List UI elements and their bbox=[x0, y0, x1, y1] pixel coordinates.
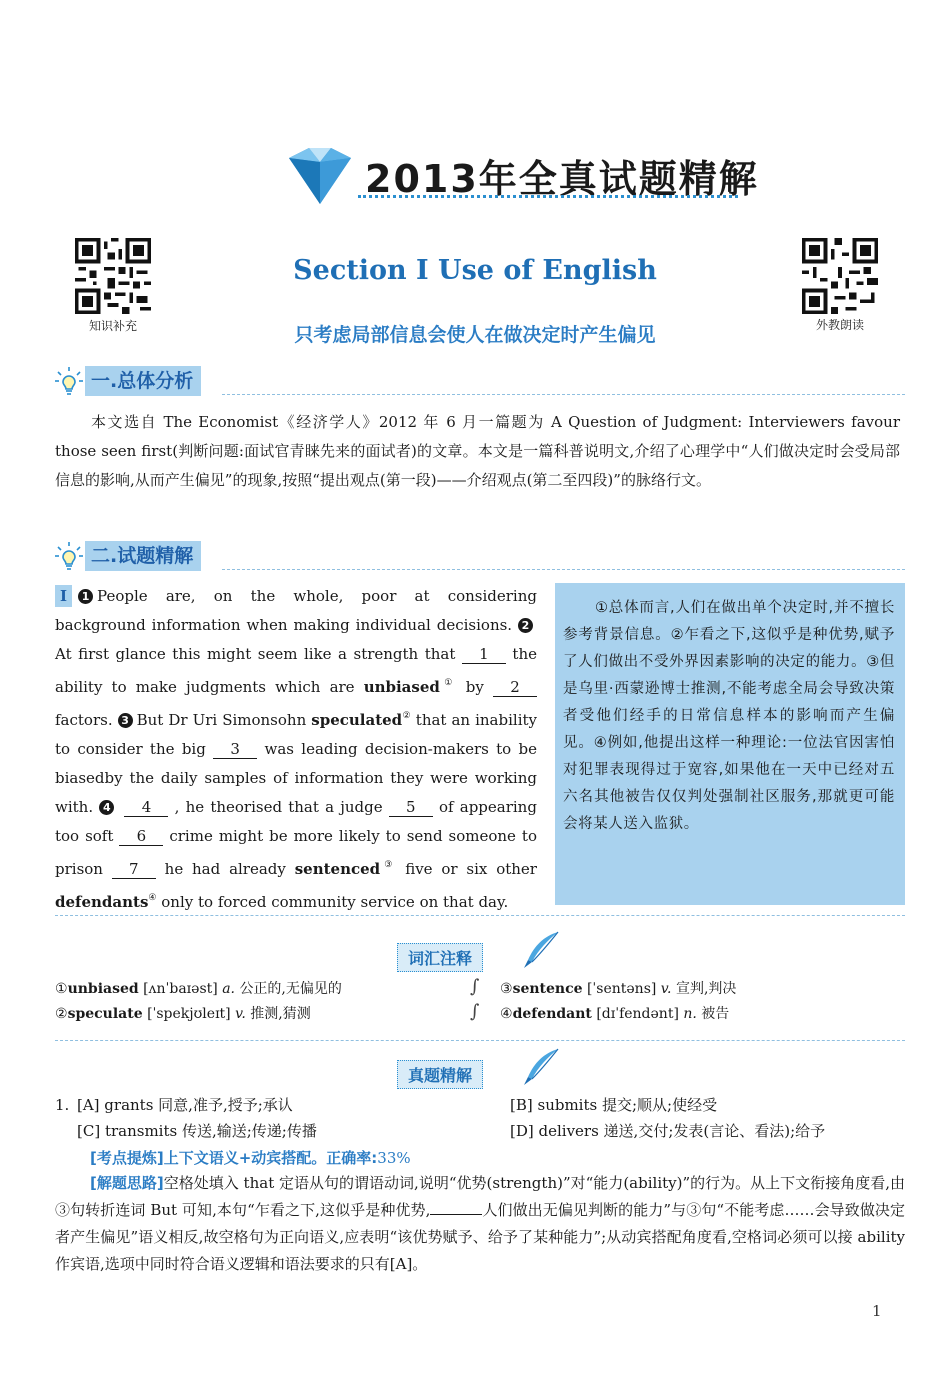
qr-code-knowledge[interactable] bbox=[75, 238, 151, 314]
translation-text: ①总体而言,人们在做出单个决定时,并不擅长参考背景信息。②乍看之下,这似乎是种优势,赋予了人们做出不受外界因素影响的决定的能力。③但是乌里·西蒙逊博士推测,不能考虑全局会导致决策者受他们经手的日常信息样本的影响而产生偏见。④例如,他提出这样一种理论:一位法官因害怕对犯罪表现得过于宽容,如果他在一天中已经对五六名其他被告仅仅判处强制社区服务,那就更可能会将某人送入监狱。 bbox=[563, 600, 895, 832]
sentence-text: crime might be more likely to send someone to prison bbox=[55, 827, 537, 878]
solution-text: 人们做出无偏见判断的能力”与③句“不能考虑……会导致做决定者产生偏见”语义相反,故空格句为正向语义,应表明“该优势赋予、给予了某种能力”;从动宾搭配角度看,空格词必须可以接 ability 作宾语,选项中同时符合语义逻辑和语法要求的只有[A]。 bbox=[55, 1201, 905, 1273]
answers-heading: 真题精解 bbox=[397, 1060, 483, 1089]
sentence-text: of appearing too soft bbox=[55, 798, 537, 845]
lightbulb-icon bbox=[55, 366, 83, 396]
blank-5[interactable]: 5 bbox=[389, 798, 433, 817]
column-divider-ornament: ∫ bbox=[470, 1001, 480, 1022]
sentence-text: five or six other bbox=[405, 860, 537, 878]
solution-paragraph bbox=[55, 1170, 905, 1278]
section-divider bbox=[222, 569, 905, 570]
section-heading-overview: 一.总体分析 bbox=[85, 366, 201, 396]
sentence-text: he had already bbox=[164, 860, 286, 878]
section-divider bbox=[222, 394, 905, 395]
sentence-text: that an inability to consider the big bbox=[55, 711, 537, 758]
sentence-text: factors. bbox=[55, 711, 113, 729]
option-b[interactable]: [B] submits 提交;顺从;使经受 bbox=[510, 1096, 718, 1114]
sentence-text: But Dr Uri Simonsohn bbox=[136, 711, 307, 729]
diamond-logo-icon bbox=[285, 148, 355, 204]
sentence-text: was leading decision-makers to be biasedby the daily samples of information they were working with. bbox=[55, 740, 537, 816]
sentence-number: 1 bbox=[78, 589, 93, 604]
quill-pen-icon bbox=[520, 1047, 560, 1087]
column-divider-ornament: ∫ bbox=[470, 976, 480, 997]
vocab-entry: ①unbiased [ʌnˈbaɪəst] a. 公正的,无偏见的 bbox=[55, 981, 342, 997]
title-underline bbox=[358, 195, 738, 198]
qr-code-reading[interactable] bbox=[802, 238, 878, 314]
vocab-entry: ②speculate [ˈspekjʊleɪt] v. 推测,猜测 bbox=[55, 1006, 311, 1022]
sentence-text: , he theorised that a judge bbox=[174, 798, 383, 816]
translation-box bbox=[555, 583, 905, 905]
quill-pen-icon bbox=[520, 930, 560, 970]
key-point-text: 上下文语义+动宾搭配。正确率: bbox=[163, 1149, 378, 1167]
vocab-word: speculated bbox=[311, 711, 403, 729]
vocab-heading: 词汇注释 bbox=[397, 943, 483, 972]
footnote-marker: ① bbox=[439, 678, 457, 688]
blank-4[interactable]: 4 bbox=[124, 798, 168, 817]
sentence-number: 4 bbox=[99, 800, 114, 815]
solution-text: 空格处填入 that 定语从句的谓语动词,说明“优势(strength)”对“能力(ability)”的行为。从上下文衔接角度看,由③句转折连词 But 可知,本句“乍看之下,这似乎是种优势, bbox=[55, 1174, 905, 1219]
sentence-text: the ability to make judgments which are bbox=[55, 645, 537, 696]
sentence-text: At first glance this might seem like a strength that bbox=[55, 645, 456, 663]
page-number: 1 bbox=[872, 1302, 882, 1320]
inline-blank bbox=[430, 1200, 482, 1215]
section-title: Section Ⅰ Use of English bbox=[293, 255, 657, 286]
vocab-word: unbiased bbox=[363, 678, 440, 696]
accuracy-rate: 33% bbox=[377, 1149, 411, 1167]
lightbulb-icon bbox=[55, 541, 83, 571]
dashed-separator bbox=[55, 1040, 905, 1041]
option-c[interactable]: [C] transmits 传送,输送;传递;传播 bbox=[77, 1122, 317, 1140]
footnote-marker: ② bbox=[402, 711, 411, 721]
section-heading-analysis: 二.试题精解 bbox=[85, 541, 201, 571]
footnote-marker: ③ bbox=[380, 860, 397, 870]
key-point-line bbox=[90, 1145, 411, 1171]
sentence-text: by bbox=[465, 678, 484, 696]
sentence-number: 2 bbox=[518, 618, 533, 633]
overview-paragraph: 本文选自 The Economist《经济学人》2012 年 6 月一篇题为 A Question of Judgment: Interviewers favour those seen first(判断问题:面试官青睐先来的面试者)的文章。本文是一篇科普说明文,介绍了心理学中“人们做决定时会受局部信息的影响,从而产生偏见”的现象,按照“提出观点(第一段)——介绍观点(第二至四段)”的脉络行文。 bbox=[55, 413, 900, 489]
solution-tag: [解题思路] bbox=[90, 1174, 164, 1192]
sentence-text: People are, on the whole, poor at considering background information when making individual decisions. bbox=[55, 587, 537, 634]
sentence-number: 3 bbox=[118, 713, 133, 728]
dashed-separator bbox=[55, 915, 905, 916]
blank-2[interactable]: 2 bbox=[493, 678, 537, 697]
qr-caption-knowledge: 知识补充 bbox=[88, 319, 137, 333]
option-a[interactable]: [A] grants 同意,准予,授予;承认 bbox=[77, 1096, 293, 1114]
question-number: 1. bbox=[55, 1096, 70, 1114]
paragraph-badge: Ⅰ bbox=[55, 585, 72, 607]
vocab-word: sentenced bbox=[294, 860, 381, 878]
blank-1[interactable]: 1 bbox=[462, 645, 506, 664]
vocab-entry: ③sentence [ˈsentəns] v. 宣判,判决 bbox=[500, 981, 737, 997]
sentence-text: only to forced community service on that day. bbox=[161, 893, 509, 911]
key-point-tag: [考点提炼] bbox=[90, 1149, 164, 1167]
qr-caption-reading: 外教朗读 bbox=[815, 318, 864, 332]
blank-7[interactable]: 7 bbox=[112, 860, 156, 879]
footnote-marker: ④ bbox=[148, 893, 157, 903]
blank-6[interactable]: 6 bbox=[119, 827, 163, 846]
passage-paragraph bbox=[55, 582, 537, 917]
vocab-word: defendants bbox=[55, 893, 149, 911]
page-title: 2013年全真试题精解 bbox=[365, 157, 759, 201]
vocab-entry: ④defendant [dɪˈfendənt] n. 被告 bbox=[500, 1006, 730, 1022]
blank-3[interactable]: 3 bbox=[213, 740, 257, 759]
article-subtitle: 只考虑局部信息会使人在做决定时产生偏见 bbox=[294, 324, 656, 346]
option-d[interactable]: [D] delivers 递送,交付;发表(言论、看法);给予 bbox=[510, 1122, 826, 1140]
